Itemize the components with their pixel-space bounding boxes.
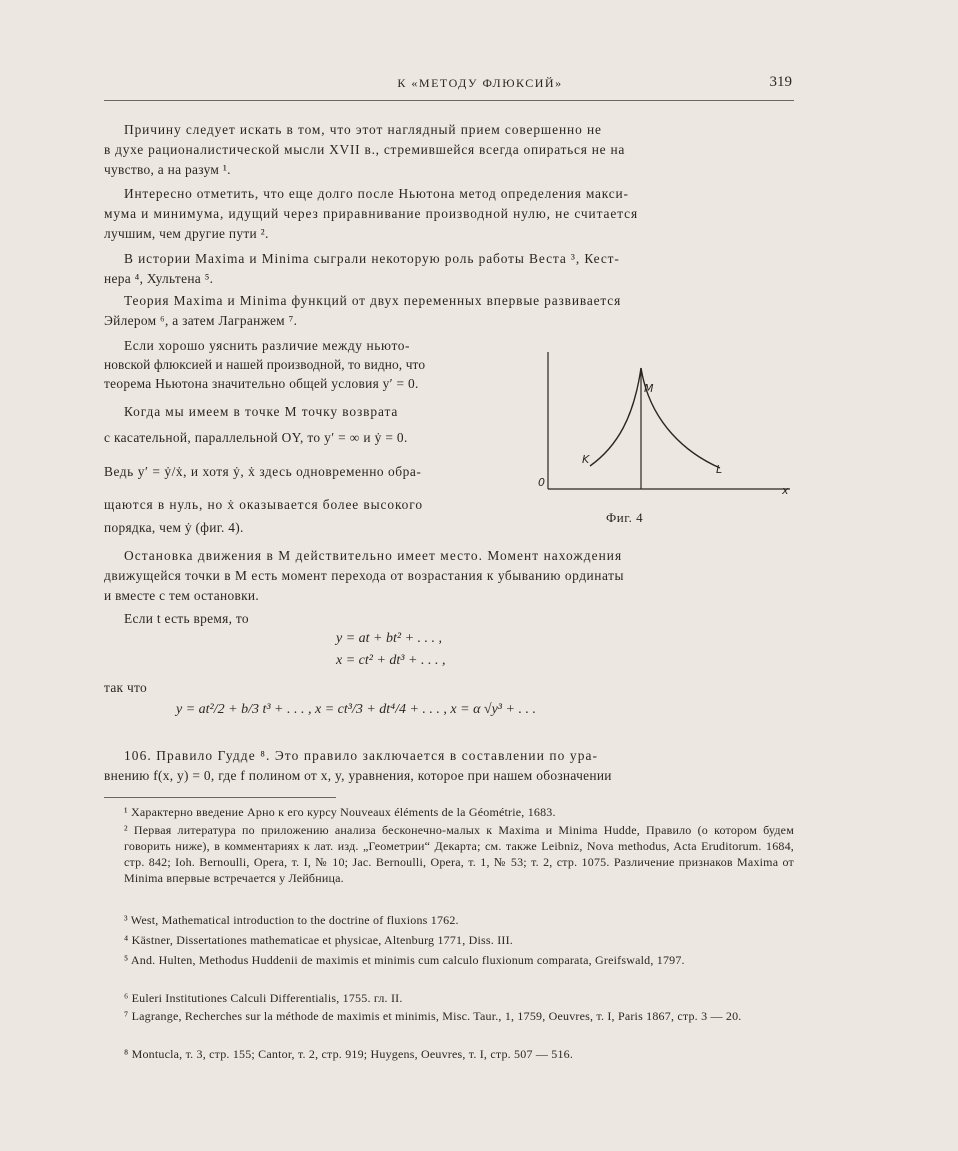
paragraph-1 bbox=[104, 120, 794, 180]
text-line: внению f(x, y) = 0, где f полином от x, y, уравнения, которое при нашем обозначении bbox=[104, 768, 612, 783]
footnote-rule bbox=[104, 797, 336, 798]
text-line: щаются в нуль, но ẋ оказывается более высокого bbox=[104, 497, 423, 512]
footnote-5: ⁵ And. Hulten, Methodus Huddenii de maximis et minimis cum calculo fluxionum comparata, Greifswald, 1797. bbox=[124, 953, 685, 967]
label-origin: 0 bbox=[538, 476, 545, 489]
footnote-6: ⁶ Euleri Institutiones Calculi Differentialis, 1755. гл. II. bbox=[124, 991, 403, 1005]
footnote-2: ² Первая литература по приложению анализа бесконечно-малых к Maxima и Minima Hudde, Правило (о котором будем говорить ниже), в комментариях к лат. изд. „Геометрии“ Декарта; см. также Leibniz, Nova methodus, Acta Eruditorum. 1684, стр. 842; Ioh. Bernoulli, Opera, т. I, № 10; Jac. Bernoulli, Opera, т. 1, № 53; т. 2, стр. 1075. Различение признаков Maxima от Minima впервые встречается у Лейбница. bbox=[124, 823, 794, 885]
equation-y: y = at + bt² + . . . , bbox=[336, 631, 443, 646]
paragraph-2 bbox=[104, 184, 794, 244]
paragraph-6 bbox=[104, 400, 504, 538]
text-line: и вместе с тем остановки. bbox=[104, 588, 259, 603]
text-line: Остановка движения в M действительно имеет место. Момент нахождения bbox=[124, 548, 623, 563]
header-rule bbox=[104, 100, 794, 101]
text-line: теорема Ньютона значительно общей условия y′ = 0. bbox=[104, 376, 419, 391]
text-line: В истории Maxima и Minima сыграли некоторую роль работы Веста ³, Кест- bbox=[124, 251, 620, 266]
equation-x: x = ct² + dt³ + . . . , bbox=[336, 653, 446, 668]
text-line: в духе рационалистической мысли XVII в., стремившейся всегда опираться не на bbox=[104, 142, 626, 157]
paragraph-5 bbox=[104, 336, 504, 393]
text-line: мума и минимума, идущий через приравнивание производной нулю, не считается bbox=[104, 206, 639, 221]
text-line: нера ⁴, Хультена ⁵. bbox=[104, 271, 214, 286]
text-line: Если t есть время, то bbox=[124, 611, 249, 626]
label-k: K bbox=[582, 453, 590, 466]
label-m: M bbox=[644, 382, 654, 395]
footnote-4: ⁴ Kästner, Dissertationes mathematicae et physicae, Altenburg 1771, Diss. III. bbox=[124, 933, 513, 947]
footnote-3: ³ West, Mathematical introduction to the doctrine of fluxions 1762. bbox=[124, 913, 459, 927]
text-line: порядка, чем ẏ (фиг. 4). bbox=[104, 520, 244, 535]
paragraph-9 bbox=[104, 746, 794, 786]
so-that-label bbox=[104, 678, 304, 698]
text-line: лучшим, чем другие пути ². bbox=[104, 226, 269, 241]
text-line: с касательной, параллельной OY, то y′ = ∞ и ẏ = 0. bbox=[104, 430, 408, 445]
figure-caption: Фиг. 4 bbox=[606, 510, 644, 525]
footnote-7: ⁷ Lagrange, Recherches sur la méthode de maximis et minimis, Misc. Taur., 1, 1759, Oeuvres, т. I, Paris 1867, стр. 3 — 20. bbox=[124, 1009, 742, 1023]
text-line: Теория Maxima и Minima функций от двух переменных впервые развивается bbox=[124, 293, 622, 308]
label-l: L bbox=[716, 463, 723, 476]
figure-4-diagram bbox=[528, 346, 798, 516]
text-line: так что bbox=[104, 680, 148, 695]
text-line: движущейся точки в M есть момент перехода от возрастания к убыванию ординаты bbox=[104, 568, 625, 583]
paragraph-8 bbox=[124, 609, 524, 629]
equation-integrated: y = at²/2 + b/3 t³ + . . . , x = ct³/3 + dt⁴/4 + . . . , x = α √y³ + . . . bbox=[176, 702, 536, 717]
paragraph-3 bbox=[104, 249, 794, 289]
paragraph-7 bbox=[104, 546, 794, 606]
label-x-axis: x bbox=[782, 484, 789, 497]
footnote-1: ¹ Характерно введение Арно к его курсу Nouveaux éléments de la Géométrie, 1683. bbox=[124, 805, 556, 819]
paragraph-4 bbox=[104, 291, 794, 331]
running-header: К «МЕТОДУ ФЛЮКСИЙ» bbox=[397, 76, 563, 90]
page-number: 319 bbox=[769, 74, 792, 90]
text-line: 106. Правило Гудде ⁸. Это правило заключается в составлении по ура- bbox=[124, 748, 599, 763]
text-line: Интересно отметить, что еще долго после Ньютона метод определения макси- bbox=[124, 186, 629, 201]
footnote-8: ⁸ Montucla, т. 3, стр. 155; Cantor, т. 2, стр. 919; Huygens, Oeuvres, т. I, стр. 507 — 516. bbox=[124, 1047, 574, 1061]
text-line: Если хорошо уяснить различие между ньюто- bbox=[124, 338, 411, 353]
text-line: Эйлером ⁶, а затем Лагранжем ⁷. bbox=[104, 313, 298, 328]
text-line: чувство, а на разум ¹. bbox=[104, 162, 231, 177]
text-line: Когда мы имеем в точке M точку возврата bbox=[124, 404, 399, 419]
text-line: новской флюксией и нашей производной, то видно, что bbox=[104, 357, 426, 372]
text-line: Причину следует искать в том, что этот наглядный прием совершенно не bbox=[124, 122, 602, 137]
curve-left-branch bbox=[590, 368, 641, 466]
text-line: Ведь y′ = ẏ/ẋ, и хотя ẏ, ẋ здесь одновременно обра- bbox=[104, 464, 422, 479]
